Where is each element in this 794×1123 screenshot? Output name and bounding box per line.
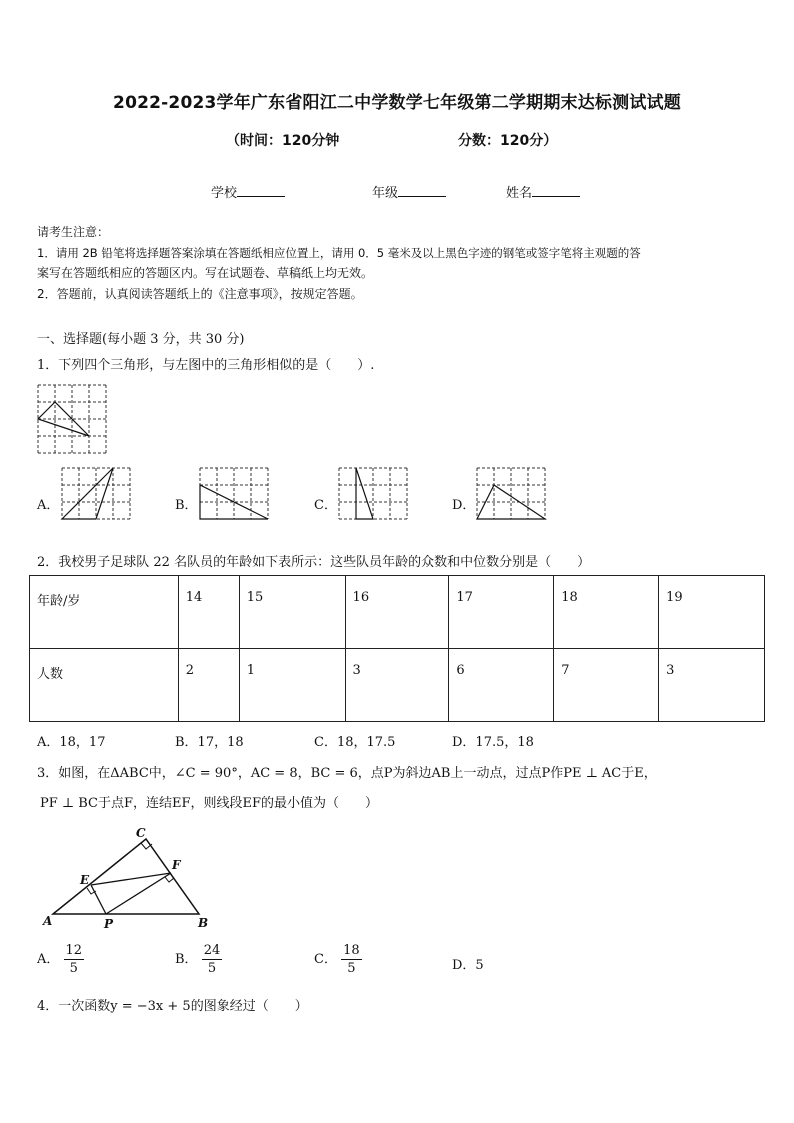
table-cell: 16: [345, 576, 449, 649]
q3-line-2: PF ⊥ BC于点F，连结EF，则线段EF的最小值为（ ）: [40, 796, 379, 811]
option-c-triangle: [356, 468, 373, 519]
table-cell: 2: [178, 649, 239, 722]
label-p: P: [104, 917, 114, 931]
age-table: [29, 575, 765, 722]
fraction-c-num: 18: [343, 943, 360, 958]
q1-option-b-label[interactable]: B．: [175, 498, 198, 513]
notice-line-2: 2．答题前，认真阅读答题纸上的《注意事项》，按规定答题。: [37, 287, 363, 301]
exam-score: 分数：120分）: [458, 133, 558, 149]
label-f: F: [172, 858, 181, 872]
q1-reference-figure: [38, 385, 108, 455]
school-field: [211, 182, 285, 201]
q2-option-c[interactable]: C．18，17.5: [314, 735, 396, 750]
fraction-c-den: 5: [347, 961, 356, 976]
q1-option-b-figure[interactable]: [200, 468, 270, 524]
table-cell: 年龄/岁: [30, 576, 179, 649]
segment-ef: [91, 873, 171, 885]
q3-option-c[interactable]: [314, 942, 362, 977]
page-title: 2022-2023学年广东省阳江二中学数学七年级第二学期期末达标测试试题: [113, 93, 681, 113]
triangle-abc: [53, 839, 199, 914]
grade-label: 年级: [372, 186, 399, 201]
q1-option-d-label[interactable]: D．: [452, 498, 476, 513]
exam-time: （时间：120分钟: [226, 133, 340, 149]
q1-option-d-figure[interactable]: [477, 468, 547, 524]
table-cell: 人数: [30, 649, 179, 722]
label-b: B: [198, 916, 209, 930]
q3-triangle-figure: [40, 825, 220, 935]
q3-option-d[interactable]: D．5: [452, 958, 484, 973]
name-field: [506, 182, 580, 201]
q2-stem: 2．我校男子足球队 22 名队员的年龄如下表所示：这些队员年龄的众数和中位数分别是（ ）: [37, 555, 591, 570]
q4-stem: 4．一次函数y = −3x + 5的图象经过（ ）: [37, 999, 308, 1014]
table-row-count: [30, 649, 765, 722]
table-cell: 18: [554, 576, 659, 649]
table-cell: 15: [239, 576, 345, 649]
q3-option-a-label: A．: [37, 952, 60, 967]
label-a: A: [43, 914, 53, 928]
q1-option-c-figure[interactable]: [339, 468, 409, 524]
grade-field: [372, 182, 446, 201]
fraction-c: [341, 942, 362, 977]
segment-pf: [106, 873, 171, 914]
table-cell: 3: [345, 649, 449, 722]
table-cell: 17: [449, 576, 554, 649]
q3-option-b-label: B．: [175, 952, 198, 967]
table-cell: 1: [239, 649, 345, 722]
segment-pe: [91, 885, 106, 914]
table-cell: 7: [554, 649, 659, 722]
label-e: E: [80, 873, 90, 887]
q3-option-a[interactable]: [37, 942, 84, 977]
fraction-b-den: 5: [207, 961, 217, 976]
name-label: 姓名: [506, 186, 533, 201]
table-row-age: [30, 576, 765, 649]
q1-option-a-figure[interactable]: [62, 468, 132, 524]
fraction-a-num: 12: [65, 943, 83, 958]
q2-option-b[interactable]: B．17，18: [175, 735, 244, 750]
table-cell: 19: [659, 576, 765, 649]
grade-blank: [398, 184, 446, 197]
q3-line-1: 3．如图，在ΔABC中，∠C = 90°，AC = 8，BC = 6，点P为斜边AB上一动点，过点P作PE ⊥ AC于E，: [37, 766, 657, 781]
fraction-b-num: 24: [203, 943, 221, 958]
q1-option-a-label[interactable]: A．: [37, 498, 60, 513]
school-blank: [237, 184, 285, 197]
table-cell: 14: [178, 576, 239, 649]
q3-option-c-label: C．: [314, 952, 337, 967]
q2-option-a[interactable]: A．18，17: [37, 735, 106, 750]
school-label: 学校: [211, 186, 238, 201]
notice-line-1b: 案写在答题纸相应的答题区内。写在试题卷、草稿纸上均无效。: [37, 266, 374, 280]
section-heading: 一、选择题(每小题 3 分，共 30 分): [37, 332, 245, 347]
fraction-a: [64, 942, 85, 977]
label-c: C: [136, 826, 146, 840]
q3-option-b[interactable]: [175, 942, 222, 977]
notice-heading: 请考生注意：: [37, 225, 110, 239]
table-cell: 3: [659, 649, 765, 722]
fraction-a-den: 5: [69, 961, 78, 976]
q1-stem: 1．下列四个三角形，与左图中的三角形相似的是（ ）.: [37, 358, 375, 373]
q2-option-d[interactable]: D．17.5，18: [452, 735, 534, 750]
notice-line-1a: 1．请用 2B 铅笔将选择题答案涂填在答题纸相应位置上，请用 0．5 毫米及以上黑色字迹的钢笔或签字笔将主观题的答: [37, 246, 641, 260]
table-cell: 6: [449, 649, 554, 722]
fraction-b: [202, 942, 223, 977]
option-a-triangle: [62, 468, 113, 519]
q1-option-c-label[interactable]: C．: [314, 498, 337, 513]
name-blank: [532, 184, 580, 197]
